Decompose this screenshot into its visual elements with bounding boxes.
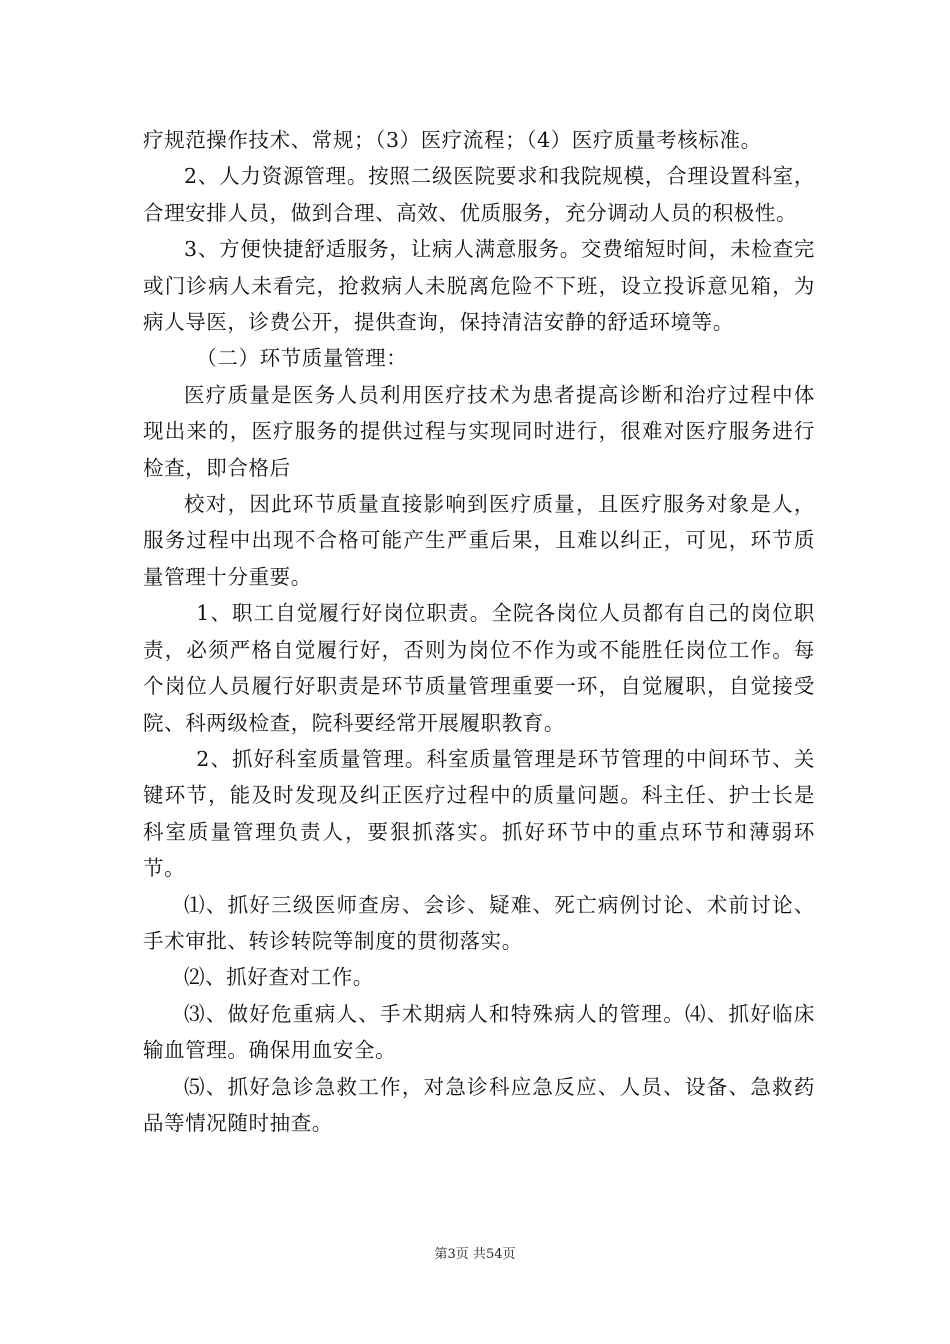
paragraph-department-quality: 2、抓好科室质量管理。科室质量管理是环节管理的中间环节、关键环节，能及时发现及纠正医疗过程中的质量问题。科主任、护士长是科室质量管理负责人，要狠抓落实。抓好环节中的重点环节和薄弱环节。 <box>143 746 815 881</box>
footer-middle: 页 共 <box>455 1247 486 1262</box>
footer-prefix: 第 <box>434 1247 448 1262</box>
paragraph-convenient-service: 3、方便快捷舒适服务，让病人满意服务。交费缩短时间，未检查完或门诊病人未看完，抢救病人未脱离危险不下班，设立投诉意见箱，为病人导医，诊费公开，提供查询，保持清洁安静的舒适环境等。 <box>143 237 815 335</box>
paragraph-human-resources: 2、人力资源管理。按照二级医院要求和我院规模，合理设置科室，合理安排人员，做到合理、高效、优质服务，充分调动人员的积极性。 <box>143 164 815 225</box>
list-item-critical-patients: ⑶、做好危重病人、手术期病人和特殊病人的管理。⑷、抓好临床输血管理。确保用血安全。 <box>143 1001 815 1063</box>
footer-current-page: 3 <box>447 1247 456 1262</box>
footer-total-pages: 54 <box>485 1247 503 1262</box>
paragraph-job-duties: 1、职工自觉履行好岗位职责。全院各岗位人员都有自己的岗位职责，必须严格自觉履行好，否则为岗位不作为或不能胜任岗位工作。每个岗位人员履行好职责是环节质量管理重要一环，自觉履职，自觉接受院、科两级检查，院科要经常开展履职教育。 <box>143 601 815 735</box>
page-footer <box>0 1246 950 1264</box>
paragraph-process-quality-importance: 校对，因此环节质量直接影响到医疗质量，且医疗服务对象是人，服务过程中出现不合格可能产生严重后果，且难以纠正，可见，环节质量管理十分重要。 <box>143 492 815 589</box>
section-heading-process-quality: （二）环节质量管理： <box>196 346 408 371</box>
list-item-ward-rounds: ⑴、抓好三级医师查房、会诊、疑难、死亡病例讨论、术前讨论、手术审批、转诊转院等制度的贯彻落实。 <box>143 892 815 953</box>
document-body <box>143 122 815 1141</box>
list-item-emergency: ⑸、抓好急诊急救工作，对急诊科应急反应、人员、设备、急救药品等情况随时抽查。 <box>143 1074 815 1135</box>
footer-suffix: 页 <box>502 1247 516 1262</box>
paragraph-medical-quality-definition: 医疗质量是医务人员利用医疗技术为患者提高诊断和治疗过程中体现出来的，医疗服务的提供过程与实现同时进行，很难对医疗服务进行检查，即合格后 <box>143 382 815 480</box>
list-item-verification: ⑵、抓好查对工作。 <box>184 965 374 990</box>
paragraph-continuation: 疗规范操作技术、常规；（3）医疗流程；（4）医疗质量考核标准。 <box>143 128 762 152</box>
